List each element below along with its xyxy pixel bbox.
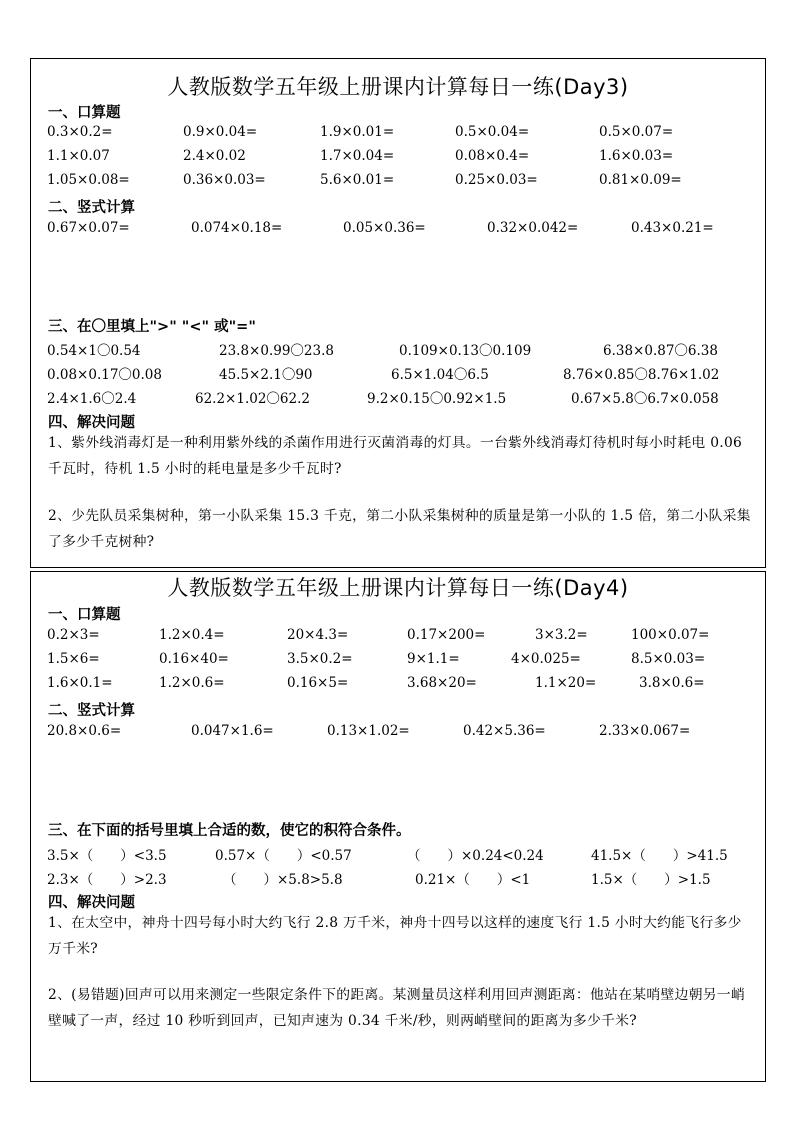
problem: 1.6×0.1= [47, 675, 113, 691]
problem: 0.08×0.4= [455, 148, 530, 164]
problem: 0.05×0.36= [343, 220, 426, 236]
problem: 20×4.3= [287, 627, 349, 643]
worksheet-title: 人教版数学五年级上册课内计算每日一练(Day4) [167, 576, 629, 600]
problem: 9×1.1= [407, 651, 460, 667]
problem-row [31, 172, 765, 194]
problem: 45.5×2.1〇90 [219, 367, 313, 383]
problem: 3.5×（ ）<3.5 [47, 848, 167, 864]
problem: 1.1×0.07 [47, 148, 110, 164]
problem: 20.8×0.6= [47, 723, 122, 739]
problem: 8.5×0.03= [631, 651, 706, 667]
problem: 6.5×1.04〇6.5 [391, 367, 489, 383]
problem: 1.7×0.04= [320, 148, 395, 164]
problem: 0.54×1〇0.54 [47, 343, 141, 359]
problem: 8.76×0.85〇8.76×1.02 [563, 367, 720, 383]
problem-row [31, 868, 765, 890]
section-heading-problems: 四、解决问题 [48, 895, 135, 911]
problem-row [31, 387, 765, 409]
problem-row [31, 723, 765, 745]
problem: 1.2×0.4= [159, 627, 225, 643]
problem: 41.5×（ ）>41.5 [591, 848, 728, 864]
problem: 23.8×0.99〇23.8 [219, 343, 334, 359]
problem: 0.08×0.17〇0.08 [47, 367, 162, 383]
worksheet-day3 [30, 58, 766, 568]
problem: 0.5×0.07= [599, 124, 674, 140]
problem: 100×0.07= [631, 627, 710, 643]
problem: 2.33×0.067= [599, 723, 691, 739]
problem: 0.9×0.04= [183, 124, 258, 140]
problem: 1.5×（ ）>1.5 [591, 872, 711, 888]
problem: 6.38×0.87〇6.38 [603, 343, 718, 359]
section-heading-oral: 一、口算题 [48, 607, 121, 623]
problem: 1.6×0.03= [599, 148, 674, 164]
problem: 1.9×0.01= [320, 124, 395, 140]
problem: 2.3×（ ）>2.3 [47, 872, 167, 888]
section-heading-fill: 三、在下面的括号里填上合适的数，使它的积符合条件。 [48, 823, 411, 839]
problem-row [31, 651, 765, 673]
problem-row [31, 844, 765, 866]
problem: 62.2×1.02〇62.2 [195, 391, 310, 407]
problem: 0.42×5.36= [463, 723, 546, 739]
problem: 0.3×0.2= [47, 124, 113, 140]
word-problem-1: 1、紫外线消毒灯是一种利用紫外线的杀菌作用进行灭菌消毒的灯具。一台紫外线消毒灯待机时每小时耗电 0.06 千瓦时，待机 1.5 小时的耗电量是多少千瓦时? [48, 435, 743, 477]
problem: 4×0.025= [511, 651, 581, 667]
problem: 2.4×1.6〇2.4 [47, 391, 137, 407]
problem: 1.05×0.08= [47, 172, 130, 188]
problem: 0.13×1.02= [327, 723, 410, 739]
problem: 0.21×（ ）<1 [415, 872, 531, 888]
problem-row [31, 363, 765, 385]
problem: 0.43×0.21= [631, 220, 714, 236]
problem: 3.68×20= [407, 675, 477, 691]
problem: 0.109×0.13〇0.109 [399, 343, 532, 359]
problem: 0.074×0.18= [191, 220, 283, 236]
problem: 0.36×0.03= [183, 172, 266, 188]
word-problem-2: 2、(易错题)回声可以用来测定一些限定条件下的距离。某测量员这样利用回声测距离：他站在某哨壁边朝另一峭壁喊了一声，经过 10 秒听到回声，已知声速为 0.34 千米/秒，则两峭壁间的距离为多少千米? [48, 987, 746, 1029]
worksheet-title: 人教版数学五年级上册课内计算每日一练(Day3) [167, 75, 629, 99]
problem: 0.32×0.042= [487, 220, 579, 236]
section-heading-oral: 一、口算题 [48, 105, 121, 121]
problem-row [31, 339, 765, 361]
problem: 1.5×6= [47, 651, 100, 667]
problem: 0.16×40= [159, 651, 229, 667]
problem: 0.047×1.6= [191, 723, 274, 739]
problem: 0.81×0.09= [599, 172, 682, 188]
section-heading-vertical: 二、竖式计算 [48, 703, 135, 719]
problem-row [31, 124, 765, 146]
problem: 0.16×5= [287, 675, 349, 691]
problem: 0.57×（ ）<0.57 [215, 848, 352, 864]
problem: 3.5×0.2= [287, 651, 353, 667]
word-problem-1: 1、在太空中，神舟十四号每小时大约飞行 2.8 万千米，神舟十四号以这样的速度飞行 1.5 小时大约能飞行多少万千米? [48, 915, 742, 957]
problem: 0.5×0.04= [455, 124, 530, 140]
problem: 0.25×0.03= [455, 172, 538, 188]
problem: 5.6×0.01= [320, 172, 395, 188]
word-problem-2: 2、少先队员采集树种，第一小队采集 15.3 千克，第二小队采集树种的质量是第一小队的 1.5 倍，第二小队采集了多少千克树种? [48, 508, 751, 550]
section-heading-vertical: 二、竖式计算 [48, 200, 135, 216]
problem: （ ）×5.8>5.8 [223, 872, 343, 888]
problem: 1.1×20= [535, 675, 597, 691]
problem-row [31, 675, 765, 697]
section-heading-compare: 三、在〇里填上">" "<" 或"=" [48, 319, 256, 335]
problem: （ ）×0.24<0.24 [407, 848, 544, 864]
problem: 3.8×0.6= [639, 675, 705, 691]
problem: 0.17×200= [407, 627, 486, 643]
problem: 0.67×0.07= [47, 220, 130, 236]
worksheet-day4 [30, 571, 766, 1082]
problem: 3×3.2= [535, 627, 588, 643]
problem-row [31, 220, 765, 242]
problem: 1.2×0.6= [159, 675, 225, 691]
section-heading-problems: 四、解决问题 [48, 415, 135, 431]
problem: 0.2×3= [47, 627, 100, 643]
problem-row [31, 627, 765, 649]
problem-row [31, 148, 765, 170]
problem: 0.67×5.8〇6.7×0.058 [571, 391, 719, 407]
problem: 2.4×0.02 [183, 148, 246, 164]
problem: 9.2×0.15〇0.92×1.5 [367, 391, 507, 407]
